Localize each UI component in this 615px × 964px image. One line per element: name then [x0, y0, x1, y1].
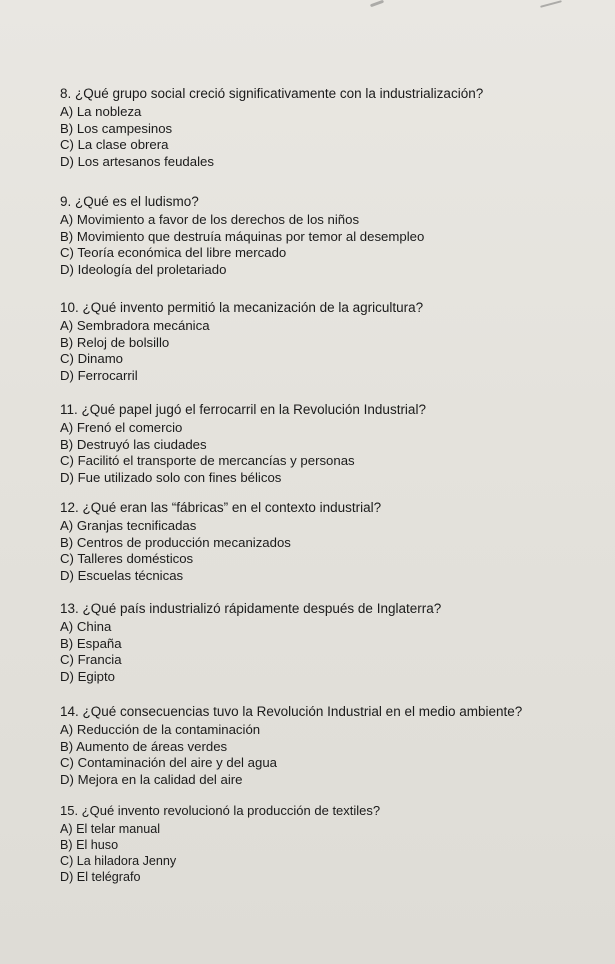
option-a: A) Movimiento a favor de los derechos de los niños — [60, 212, 360, 227]
option-b: B) España — [60, 635, 122, 651]
option-a: A) Frenó el comercio — [60, 420, 183, 435]
option-d: D) Escuelas técnicas — [60, 567, 184, 583]
option-d: D) Egipto — [60, 668, 115, 684]
question-text: 15. ¿Qué invento revolucionó la producción de textiles? — [60, 803, 381, 818]
option-a: A) China — [60, 619, 112, 634]
option-c: C) Talleres domésticos — [60, 551, 194, 567]
option-b: B) Los campesinos — [60, 120, 173, 136]
option-d: D) Los artesanos feudales — [60, 153, 214, 169]
option-d: D) Ferrocarril — [60, 367, 138, 383]
option-d: D) El telégrafo — [60, 870, 141, 884]
option-c: C) La clase obrera — [60, 137, 169, 153]
question-8 — [60, 85, 600, 170]
option-c: C) Contaminación del aire y del agua — [60, 755, 277, 771]
option-c: C) Facilitó el transporte de mercancías y personas — [60, 453, 355, 469]
option-b: B) Movimiento que destruía máquinas por temor al desempleo — [60, 228, 425, 244]
option-a: A) El telar manual — [60, 822, 161, 836]
option-a: A) Reducción de la contaminación — [60, 722, 261, 737]
pen-mark — [370, 0, 384, 7]
option-a: A) Granjas tecnificadas — [60, 518, 197, 533]
option-b: B) Reloj de bolsillo — [60, 334, 170, 350]
option-b: B) Aumento de áreas verdes — [60, 738, 228, 754]
option-c: C) Teoría económica del libre mercado — [60, 245, 287, 261]
question-14 — [60, 703, 600, 788]
question-text: 8. ¿Qué grupo social creció significativamente con la industrialización? — [60, 86, 484, 101]
question-10 — [60, 299, 600, 384]
option-b: B) Centros de producción mecanizados — [60, 534, 291, 550]
question-text: 10. ¿Qué invento permitió la mecanización de la agricultura? — [60, 300, 424, 315]
option-c: C) Dinamo — [60, 351, 124, 367]
option-b: B) Destruyó las ciudades — [60, 436, 207, 452]
question-11 — [60, 401, 600, 486]
option-c: C) La hiladora Jenny — [60, 854, 177, 868]
question-text: 13. ¿Qué país industrializó rápidamente después de Inglaterra? — [60, 601, 442, 616]
question-13 — [60, 600, 600, 685]
option-c: C) Francia — [60, 652, 122, 668]
question-text: 9. ¿Qué es el ludismo? — [60, 194, 199, 209]
option-a: A) La nobleza — [60, 104, 142, 119]
question-15 — [60, 802, 600, 885]
question-9 — [60, 193, 600, 278]
option-d: D) Fue utilizado solo con fines bélicos — [60, 469, 282, 485]
pen-mark — [540, 0, 562, 8]
option-b: B) El huso — [60, 838, 119, 852]
option-a: A) Sembradora mecánica — [60, 318, 210, 333]
question-text: 11. ¿Qué papel jugó el ferrocarril en la Revolución Industrial? — [60, 402, 426, 417]
question-text: 14. ¿Qué consecuencias tuvo la Revolución Industrial en el medio ambiente? — [60, 704, 523, 719]
question-12 — [60, 499, 600, 584]
option-d: D) Ideología del proletariado — [60, 261, 227, 277]
option-d: D) Mejora en la calidad del aire — [60, 771, 243, 787]
question-text: 12. ¿Qué eran las “fábricas” en el contexto industrial? — [60, 500, 382, 515]
